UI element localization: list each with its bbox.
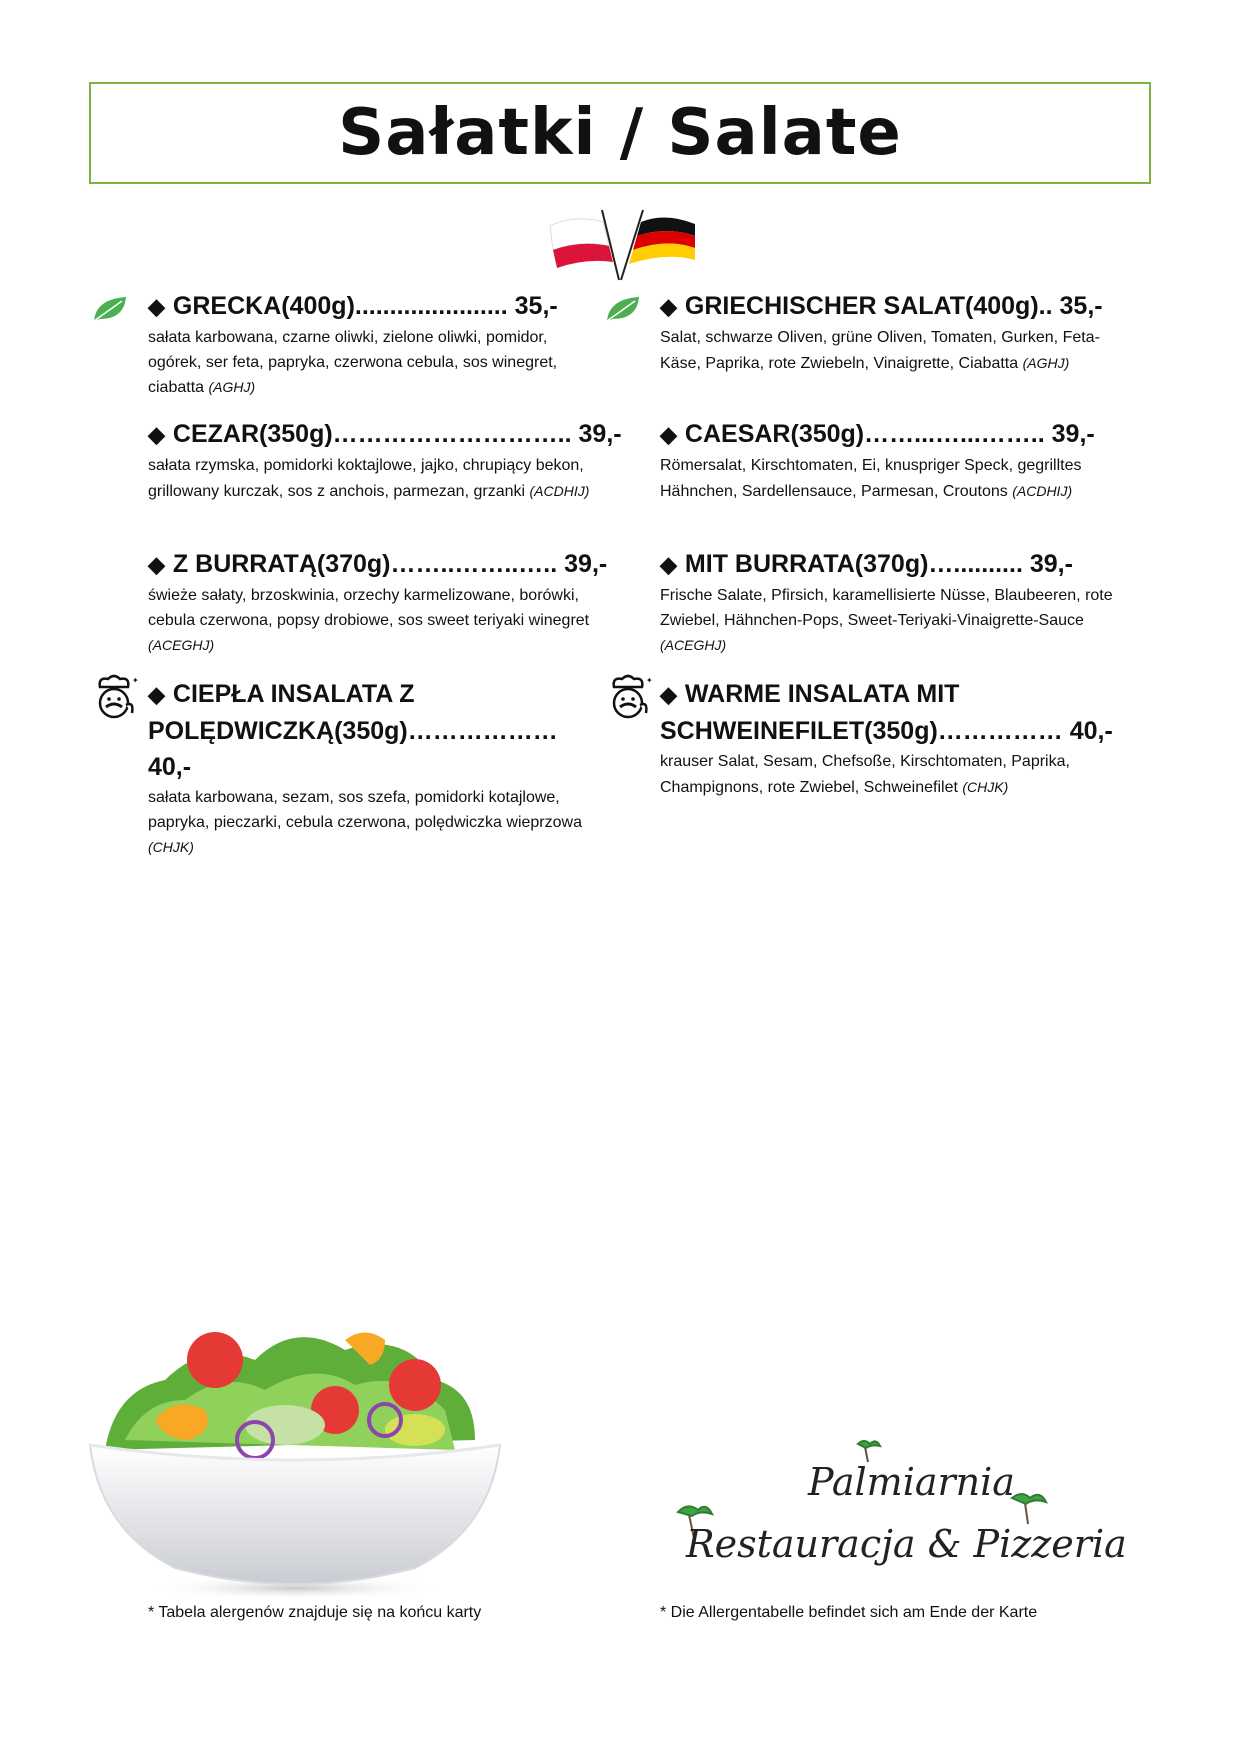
item-name: CAESAR(350g)……...…...…….. (684, 420, 1045, 448)
diamond-icon: ◆ (660, 552, 677, 577)
diamond-icon: ◆ (148, 682, 165, 707)
item-name: CIEPŁA INSALATA Z POLĘDWICZKĄ(350g)……………… (148, 680, 558, 745)
item-name: GRECKA(400g)...................... (172, 292, 508, 320)
item-name: GRIECHISCHER SALAT(400g).. (684, 292, 1053, 320)
chef-icon (88, 673, 140, 723)
item-name: Z BURRATĄ(370g)……..……..….. (172, 550, 558, 578)
diamond-icon: ◆ (660, 682, 677, 707)
item-price: 40,- (148, 753, 192, 781)
item-name: WARME INSALATA MIT SCHWEINEFILET(350g)…………… (660, 680, 1063, 745)
salad-bowl-image (85, 1300, 515, 1600)
item-allergens: (AGHJ) (208, 379, 256, 395)
diamond-icon: ◆ (148, 552, 165, 577)
item-price: 39,- (564, 550, 608, 578)
item-description: Römersalat, Kirschtomaten, Ei, knuspriger Speck, gegrilltes Hähnchen, Sardellensauce, Parmesan, Croutons (660, 457, 1082, 500)
item-description: sałata rzymska, pomidorki koktajlowe, jajko, chrupiący bekon, grillowany kurczak, sos z anchois, parmezan, grzanki (148, 457, 584, 500)
menu-column-pl (148, 288, 622, 861)
item-name: CEZAR(350g)……………………….. (172, 420, 572, 448)
menu-item (660, 288, 1115, 416)
item-description: krauser Salat, Sesam, Chefsoße, Kirschtomaten, Paprika, Champignons, rote Zwiebel, Schweinefilet (660, 753, 1070, 796)
item-allergens: (ACDHIJ) (529, 482, 590, 499)
item-allergens: (ACEGHJ) (660, 637, 727, 653)
item-description: Frische Salate, Pfirsich, karamellisierte Nüsse, Blaubeeren, rote Zwiebel, Hähnchen-Pops, Sweet-Teriyaki-Vinaigrette-Sauce (660, 587, 1113, 629)
title-box (89, 82, 1151, 184)
item-price: 40,- (1069, 717, 1113, 745)
menu-item (148, 676, 603, 861)
item-price: 39,- (1029, 550, 1073, 578)
item-price: 39,- (1051, 420, 1095, 448)
item-description: sałata karbowana, czarne oliwki, zielone oliwki, pomidor, ogórek, ser feta, papryka, czerwona cebula, sos winegret, ciabatta (148, 329, 558, 396)
diamond-icon: ◆ (148, 294, 165, 319)
restaurant-logo (668, 1440, 1127, 1570)
flags-icon (545, 206, 700, 284)
item-allergens: (CHJK) (962, 778, 1009, 795)
allergen-note-de: * Die Allergentabelle befindet sich am Ende der Karte (660, 1604, 1038, 1621)
item-name: MIT BURRATA(370g)….......... (684, 550, 1023, 578)
menu-item (148, 288, 603, 416)
logo-line2: Restauracja & Pizzeria (686, 1522, 1127, 1566)
item-allergens: (ACEGHJ) (148, 637, 215, 653)
leaf-icon (603, 293, 643, 325)
item-description: sałata karbowana, sezam, sos szefa, pomidorki kotajlowe, papryka, pieczarki, cebula czerwona, polędwiczka wieprzowa (148, 789, 582, 831)
logo-line1: Palmiarnia (808, 1460, 1015, 1504)
item-price: 35,- (1059, 292, 1103, 320)
menu-item (660, 676, 1115, 800)
diamond-icon: ◆ (148, 422, 165, 447)
item-price: 35,- (514, 292, 558, 320)
menu-item (660, 546, 1115, 676)
item-allergens: (ACDHIJ) (1012, 482, 1073, 499)
menu-item (148, 546, 608, 676)
menu-column-de (660, 288, 1115, 800)
svg-text:✦: ✦ (646, 676, 653, 685)
item-allergens: (AGHJ) (1022, 354, 1070, 371)
germany-flag-icon (621, 210, 695, 280)
poland-flag-icon (550, 210, 619, 280)
allergen-note-pl: * Tabela alergenów znajduje się na końcu karty (148, 1604, 482, 1621)
diamond-icon: ◆ (660, 294, 677, 319)
diamond-icon: ◆ (660, 422, 677, 447)
leaf-icon (90, 293, 130, 325)
menu-item (148, 416, 622, 546)
chef-icon (602, 673, 654, 723)
page-title: Sałatki / Salate (338, 96, 902, 170)
svg-text:✦: ✦ (132, 676, 139, 685)
menu-item (660, 416, 1115, 546)
item-allergens: (CHJK) (148, 839, 194, 855)
item-description: Salat, schwarze Oliven, grüne Oliven, Tomaten, Gurken, Feta-Käse, Paprika, rote Zwiebeln, Vinaigrette, Ciabatta (660, 329, 1100, 372)
item-price: 39,- (578, 420, 622, 448)
item-description: świeże sałaty, brzoskwinia, orzechy karmelizowane, borówki, cebula czerwona, popsy drobiowe, sos sweet teriyaki winegret (148, 587, 590, 629)
